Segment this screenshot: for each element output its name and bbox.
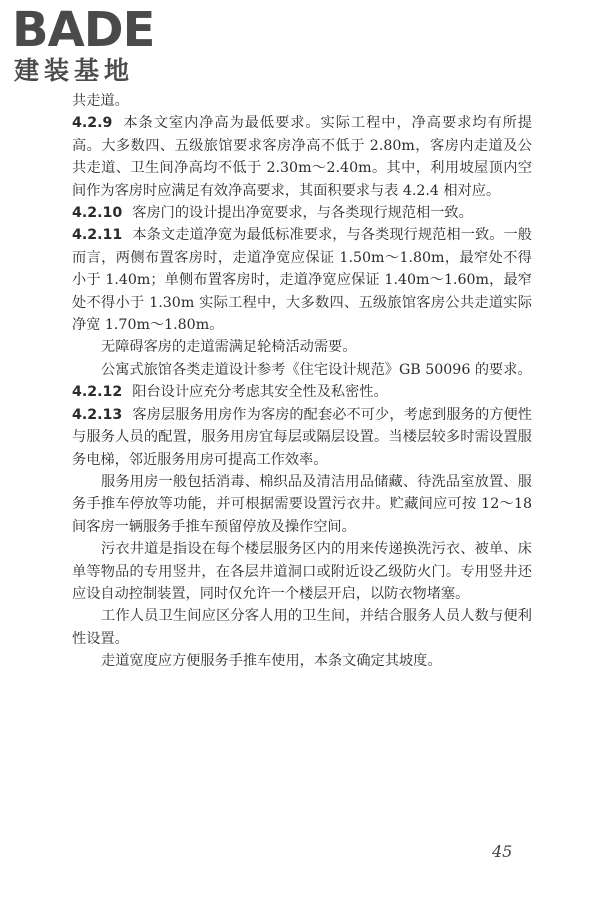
bade-logo: [12, 4, 182, 90]
clause-number: 4.2.12: [72, 384, 123, 401]
paragraph-text: 客房层服务用房作为客房的配套必不可少，考虑到服务的方便性与服务人员的配置，服务用房宜每层或隔层设置。当楼层较多时需设置服务电梯，邻近服务用房可提高工作效率。: [72, 406, 532, 468]
logo-letter-a: A: [47, 2, 84, 58]
paragraph: [72, 90, 532, 112]
paragraph-text: 本条文室内净高为最低要求。实际工程中，净高要求均有所提高。大多数四、五级旅馆要求客房净高不低于 2.80m，客房内走道及公共走道、卫生间净高均不低于 2.30m～2.40m。其中，利用坡屋顶内空间作为客房时应满足有效净高要求，其面积要求与表 4.2.4 相对应。: [72, 115, 532, 199]
paragraph: [72, 650, 532, 672]
clause-number: 4.2.11: [72, 227, 123, 244]
paragraph: [72, 202, 532, 224]
logo-subtitle: 建装基地: [14, 56, 135, 85]
paragraph-text: 客房门的设计提出净宽要求，与各类现行规范相一致。: [132, 205, 473, 222]
paragraph-text: 本条文走道净宽为最低标准要求，与各类现行规范相一致。一般而言，两侧布置客房时，走道净宽应保证 1.50m～1.80m，最窄处不得小于 1.40m；单侧布置客房时，走道净宽应保证 1.40m～1.60m，最窄处不得小于 1.30m 实际工程中，大多数四、五级旅馆客房公共走道实际净宽 1.70m～1.80m。: [72, 227, 532, 334]
clause-number: 4.2.13: [72, 406, 123, 423]
paragraph: [72, 359, 532, 381]
paragraph: [72, 381, 532, 403]
paragraph: [72, 336, 532, 358]
paragraph: [72, 404, 532, 471]
paragraph: [72, 605, 532, 650]
paragraph-text: 共走道。: [72, 93, 129, 109]
paragraph: [72, 112, 532, 202]
logo-wordmark: BADE: [12, 2, 155, 58]
body-text: [72, 90, 532, 673]
paragraph-text: 工作人员卫生间应区分客人用的卫生间，并结合服务人员人数与便利性设置。: [72, 608, 532, 647]
clause-number: 4.2.10: [72, 205, 123, 222]
paragraph-text: 公寓式旅馆各类走道设计参考《住宅设计规范》GB 50096 的要求。: [101, 361, 532, 378]
paragraph-text: 走道宽度应方便服务手推车使用，本条文确定其坡度。: [101, 653, 442, 670]
page-number: 45: [492, 842, 513, 861]
clause-number: 4.2.9: [72, 115, 113, 132]
paragraph-text: 阳台设计应充分考虑其安全性及私密性。: [132, 384, 388, 401]
paragraph-text: 服务用房一般包括消毒、棉织品及清洁用品储藏、待洗品室放置、服务手推车停放等功能，并可根据需要设置污衣井。贮藏间应可按 12～18 间客房一辆服务手推车预留停放及操作空间。: [72, 473, 532, 535]
paragraph: [72, 224, 532, 336]
paragraph-text: 污衣井道是指设在每个楼层服务区内的用来传递换洗污衣、被单、床单等物品的专用竖井，在各层井道洞口或附近设乙级防火门。专用竖井还应设自动控制装置，同时仅允许一个楼层开启，以防衣物堵塞。: [72, 541, 532, 602]
paragraph: [72, 538, 532, 605]
paragraph: [72, 471, 532, 538]
paragraph-text: 无障碍客房的走道需满足轮椅活动需要。: [101, 339, 357, 356]
